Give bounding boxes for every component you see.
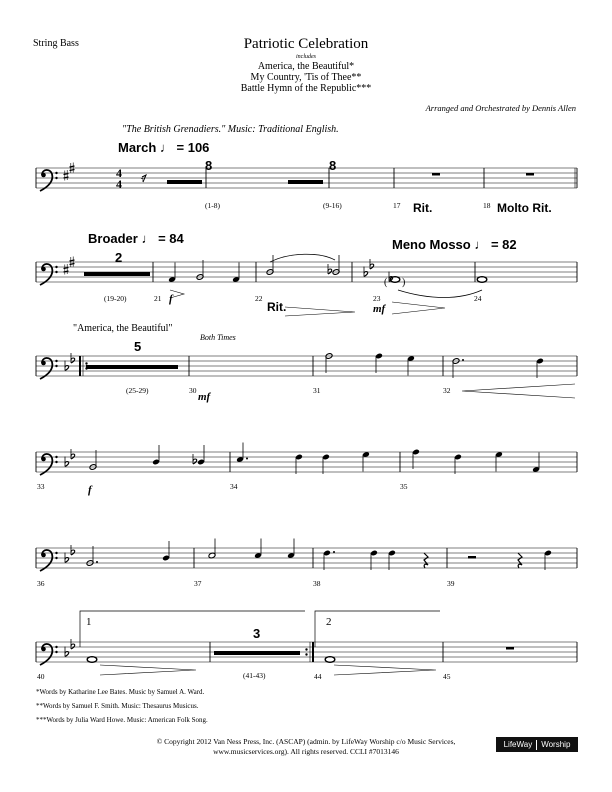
svg-text:): ) [402,277,406,288]
multirest-count: 8 [329,158,337,173]
measure-number: 36 [37,579,45,588]
measure-number: 18 [483,201,491,210]
song-title-2: My Country, 'Tis of Thee** [250,72,362,83]
svg-text:4: 4 [116,177,122,191]
flat-icon [71,545,75,555]
repeat-dot [85,362,87,364]
quarter-rest [518,553,522,568]
flat-icon [65,647,69,657]
song-title-3: Battle Hymn of the Republic*** [240,83,372,94]
whole-note [325,657,335,663]
instrument-name: String Bass [33,38,79,49]
first-ending-label: 1 [86,616,92,628]
quarter-rest [424,553,428,568]
repeat-dot [305,648,307,650]
measure-range: (41-43) [243,671,266,680]
flat-icon [364,267,368,277]
flat-icon [328,264,332,274]
measure-range: (19-20) [104,294,127,303]
dynamic-mezzo-forte: mf [373,303,386,315]
copyright-line: www.musicservices.org). All rights reserved. CCLI #7013146 [213,747,399,756]
flat-icon [65,361,69,371]
measure-number: 21 [154,294,162,303]
measure-number: 22 [255,294,263,303]
flat-icon [65,553,69,563]
footnote: **Words by Samuel F. Smith. Music: Thesaurus Musicus. [36,702,199,710]
measure-number: 40 [37,672,45,681]
whole-rest [432,173,440,176]
sharp-icon [64,264,69,275]
measure-number: 35 [400,482,408,491]
measure-number: 30 [189,386,197,395]
repeat-dot [305,653,307,655]
footnote: *Words by Katharine Lee Bates. Music by Samuel A. Ward. [36,688,205,696]
measure-number: 17 [393,201,401,210]
footnote: ***Words by Julia Ward Howe. Music: American Folk Song. [36,716,208,724]
half-rest [468,556,476,559]
tempo-march: March ♩ = 106 [118,140,210,155]
staff [36,639,577,665]
measure-number: 34 [230,482,238,491]
tempo-meno-mosso: Meno Mosso ♩ = 82 [392,237,517,252]
measure-range: (9-16) [323,201,342,210]
both-times-label: Both Times [200,333,236,342]
second-ending-label: 2 [326,616,332,628]
note-dot [462,359,464,361]
tempo-broader: Broader ♩ = 84 [88,231,184,246]
multirest-count: 8 [205,158,213,173]
source-note: "The British Grenadiers." Music: Traditional English. [122,124,339,135]
logo-text: LifeWay [503,740,533,749]
flat-icon [71,639,75,649]
svg-text:(: ( [384,277,388,288]
direction-rit: Rit. [413,201,433,215]
flat-icon [65,457,69,467]
staff [36,545,577,571]
dynamic-forte: f [169,293,173,305]
staff [36,257,577,286]
note-dot [333,551,335,553]
measure-range: (25-29) [126,386,149,395]
measure-range: (1-8) [205,201,220,210]
whole-note [477,277,487,283]
direction-rit: Rit. [267,300,287,314]
whole-rest [526,173,534,176]
measure-number: 24 [474,294,482,303]
page-title: Patriotic Celebration [243,36,369,52]
svg-text:𝄾: 𝄾 [141,175,144,186]
measure-number: 37 [194,579,202,588]
flat-icon [370,259,374,269]
svg-text:4: 4 [116,166,122,180]
multirest-count: 2 [115,250,123,265]
measure-number: 39 [447,579,455,588]
arranger-credit: Arranged and Orchestrated by Dennis Allen [425,103,576,113]
dynamic-forte: f [88,484,92,496]
flat-icon [71,449,75,459]
song-label: "America, the Beautiful" [73,323,173,334]
measure-number: 23 [373,294,381,303]
direction-molto-rit: Molto Rit. [497,201,552,215]
copyright-line: © Copyright 2012 Van Ness Press, Inc. (ASCAP) (admin. by LifeWay Worship c/o Music Services, [156,737,456,746]
flat-icon [193,454,197,464]
song-title-1: America, the Beautiful* [257,61,355,72]
sharp-icon [64,170,69,181]
measure-number: 31 [313,386,321,395]
includes-label: includes [296,54,316,60]
multirest-count: 3 [253,626,261,641]
measure-number: 32 [443,386,451,395]
multirest-count: 5 [134,339,142,354]
whole-note [87,657,97,663]
logo-text: Worship [541,740,571,749]
measure-number: 38 [313,579,321,588]
measure-number: 44 [314,672,322,681]
note-dot [246,458,248,460]
measure-number: 45 [443,672,451,681]
dynamic-mezzo-forte: mf [198,391,211,403]
note-dot [96,561,98,563]
whole-rest [506,647,514,650]
flat-icon [71,353,75,363]
measure-number: 33 [37,482,45,491]
